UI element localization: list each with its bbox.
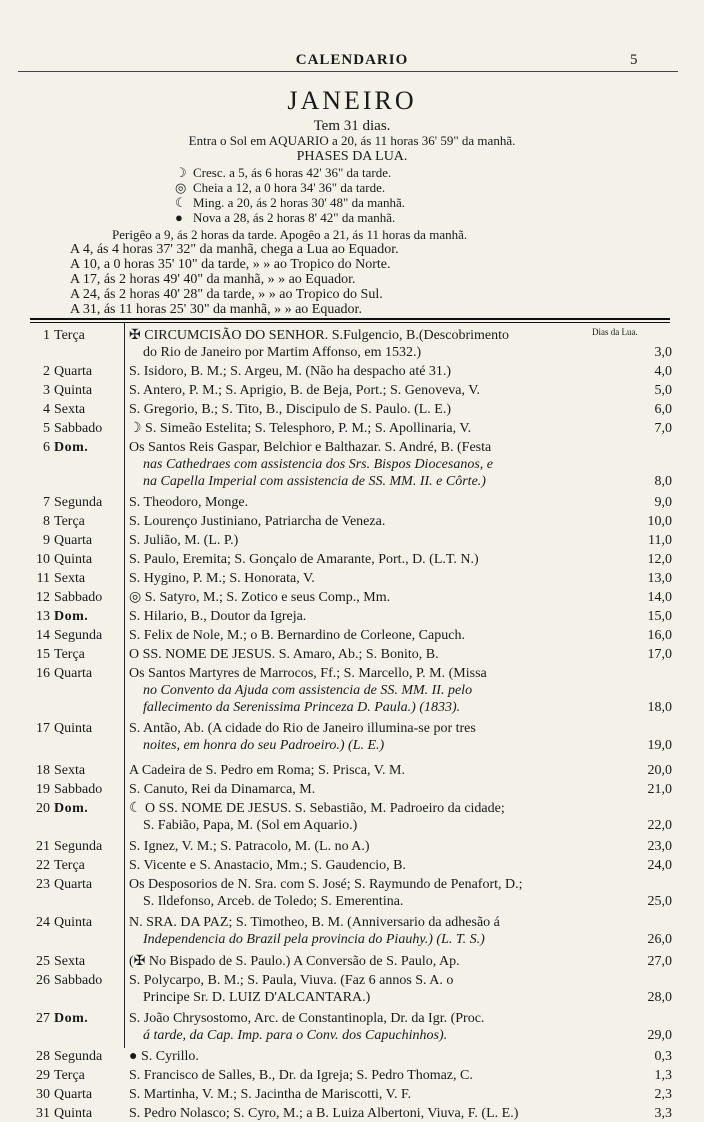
day-description — [129, 420, 639, 437]
day-number: 31 — [36, 1106, 50, 1121]
day-description — [129, 876, 639, 910]
day-description — [129, 914, 639, 948]
description-line: ☾ O SS. NOME DE JESUS. S. Sebastião, M. Padroeiro da cidade; — [129, 801, 505, 816]
description-line: A Cadeira de S. Pedro em Roma; S. Prisca, V. M. — [129, 763, 405, 778]
day-number: 9 — [43, 533, 50, 548]
day-description — [129, 363, 639, 380]
moon-phase-last-quarter — [175, 195, 405, 211]
description-line: nas Cathedraes com assistencia dos Srs. Bispos Diocesanos, e — [143, 457, 493, 472]
description-line: S. Fabião, Papa, M. (Sol em Aquario.) — [143, 818, 358, 833]
description-line: S. Lourenço Justiniano, Patriarcha de Veneza. — [129, 514, 386, 529]
day-number: 29 — [36, 1068, 50, 1083]
moon-phase-text: Cheia a 12, a 0 hora 34' 36" da tarde. — [193, 180, 386, 195]
day-number: 4 — [43, 402, 50, 417]
day-number: 23 — [36, 877, 50, 892]
moon-age: 13,0 — [647, 571, 672, 586]
day-number: 12 — [36, 590, 50, 605]
moon-age: 19,0 — [647, 738, 672, 753]
day-number: 5 — [43, 421, 50, 436]
description-line: S. Ignez, V. M.; S. Patracolo, M. (L. no A.) — [129, 839, 370, 854]
day-description — [129, 513, 639, 530]
weekday-name: Quarta — [54, 666, 93, 681]
moon-age: 24,0 — [647, 858, 672, 873]
description-line: S. Felix de Nole, M.; o B. Bernardino de Corleone, Capuch. — [129, 628, 465, 643]
description-line: N. SRA. DA PAZ; S. Timotheo, B. M. (Anniversario da adhesão á — [129, 915, 500, 930]
weekday-name: Sexta — [54, 954, 86, 969]
day-number: 3 — [43, 383, 50, 398]
moon-phases-heading: PHASES DA LUA. — [296, 149, 408, 164]
moon-age: 1,3 — [654, 1068, 672, 1083]
moon-age: 3,3 — [654, 1106, 672, 1121]
moon-age: 6,0 — [654, 402, 672, 417]
table-top-rule-thin — [30, 322, 670, 323]
description-line: Independencia do Brazil pela provincia do Piauhy.) (L. T. S.) — [143, 932, 485, 947]
moon-age: 26,0 — [647, 932, 672, 947]
weekday-name: Dom. — [54, 801, 89, 816]
description-line: ● S. Cyrillo. — [129, 1049, 199, 1064]
weekday-name: Segunda — [54, 839, 103, 854]
last-quarter-moon-icon: ☾ — [175, 195, 187, 210]
description-line: na Capella Imperial com assistencia de SS. MM. II. e Côrte.) — [143, 474, 486, 489]
moon-age: 14,0 — [647, 590, 672, 605]
day-number: 6 — [43, 440, 50, 455]
day-number: 28 — [36, 1049, 50, 1064]
day-description — [129, 762, 639, 779]
day-description — [129, 551, 639, 568]
description-line: Os Santos Reis Gaspar, Belchior e Balthazar. S. André, B. (Festa — [129, 440, 492, 455]
description-line: S. Hygino, P. M.; S. Honorata, V. — [129, 571, 315, 586]
header-rule — [18, 71, 678, 72]
day-description — [129, 532, 639, 549]
moon-age: 22,0 — [647, 818, 672, 833]
month-days-count: Tem 31 dias. — [313, 118, 391, 134]
description-line: S. Isidoro, B. M.; S. Argeu, M. (Não ha despacho até 31.) — [129, 364, 452, 379]
weekday-name: Quarta — [54, 533, 93, 548]
day-description — [129, 627, 639, 644]
moon-age: 27,0 — [647, 954, 672, 969]
day-number: 27 — [36, 1011, 50, 1026]
weekday-name: Terça — [54, 328, 85, 343]
day-description — [129, 646, 639, 663]
day-description — [129, 838, 639, 855]
moon-age: 3,0 — [654, 345, 672, 360]
weekday-name: Terça — [54, 647, 85, 662]
day-number: 19 — [36, 782, 50, 797]
description-line: ☽ S. Simeão Estelita; S. Telesphoro, P. M.; S. Apollinaria, V. — [129, 421, 472, 436]
description-line: S. Vicente e S. Anastacio, Mm.; S. Gaudencio, B. — [129, 858, 406, 873]
day-number: 8 — [43, 514, 50, 529]
month-title: JANEIRO — [287, 86, 417, 115]
weekday-name: Sabbado — [54, 421, 103, 436]
description-line: S. Antero, P. M.; S. Aprigio, B. de Beja, Port.; S. Genoveva, V. — [129, 383, 481, 398]
moon-age: 4,0 — [654, 364, 672, 379]
weekday-name: Quinta — [54, 1106, 93, 1121]
moon-age: 11,0 — [648, 533, 672, 548]
description-line: S. Paulo, Eremita; S. Gonçalo de Amarante, Port., D. (L.T. N.) — [129, 552, 479, 567]
description-line: S. Julião, M. (L. P.) — [129, 533, 239, 548]
weekday-name: Quinta — [54, 915, 93, 930]
table-top-rule — [30, 318, 670, 320]
weekday-name: Segunda — [54, 628, 103, 643]
day-description — [129, 589, 639, 606]
weekday-name: Sexta — [54, 763, 86, 778]
day-number: 25 — [36, 954, 50, 969]
description-line: S. Canuto, Rei da Dinamarca, M. — [129, 782, 316, 797]
description-line: á tarde, da Cap. Imp. para o Conv. dos Capuchinhos). — [143, 1028, 448, 1043]
description-line: S. Martinha, V. M.; S. Jacintha de Mariscotti, V. F. — [129, 1087, 412, 1102]
description-line: (✠ No Bispado de S. Paulo.) A Conversão de S. Paulo, Ap. — [129, 954, 460, 969]
moon-age: 12,0 — [647, 552, 672, 567]
sun-entry-note: Entra o Sol em AQUARIO a 20, ás 11 horas 36' 59" da manhã. — [188, 133, 516, 148]
weekday-name: Segunda — [54, 1049, 103, 1064]
day-number: 7 — [43, 495, 50, 510]
description-line: S. Pedro Nolasco; S. Cyro, M.; a B. Luiza Albertoni, Viuva, F. (L. E.) — [129, 1106, 519, 1121]
lunar-event: A 31, ás 11 horas 25' 30" da manhã, » » ao Equador. — [70, 302, 362, 317]
day-number: 1 — [43, 328, 50, 343]
moon-phase-full — [175, 180, 385, 196]
description-line: Os Santos Martyres de Marrocos, Ff.; S. Marcello, P. M. (Missa — [129, 666, 487, 681]
description-line: S. Theodoro, Monge. — [129, 495, 249, 510]
moon-age: 7,0 — [654, 421, 672, 436]
weekday-name: Dom. — [54, 1011, 89, 1026]
day-number: 18 — [36, 763, 50, 778]
moon-age: 0,3 — [654, 1049, 672, 1064]
moon-age: 18,0 — [647, 700, 672, 715]
moon-phase-first-quarter — [175, 165, 391, 181]
page-number: 5 — [630, 52, 638, 68]
description-line: S. Antão, Ab. (A cidade do Rio de Janeiro illumina-se por tres — [129, 721, 476, 736]
day-number: 20 — [36, 801, 50, 816]
moon-age: 28,0 — [647, 990, 672, 1005]
moon-age: 2,3 — [654, 1087, 672, 1102]
day-number: 2 — [43, 364, 50, 379]
weekday-name: Quinta — [54, 383, 93, 398]
weekday-name: Sexta — [54, 402, 86, 417]
moon-phase-text: Ming. a 20, ás 2 horas 30' 48" da manhã. — [193, 195, 405, 210]
day-description — [129, 972, 639, 1006]
lunar-event: A 24, ás 2 horas 40' 28" da tarde, » » ao Tropico do Sul. — [70, 287, 383, 302]
day-description — [129, 1105, 639, 1122]
weekday-name: Quinta — [54, 552, 93, 567]
description-line: S. Francisco de Salles, B., Dr. da Igreja; S. Pedro Thomaz, C. — [129, 1068, 473, 1083]
description-line: S. Ildefonso, Arceb. de Toledo; S. Emerentina. — [143, 894, 404, 909]
day-description — [129, 665, 639, 716]
moon-phase-text: Nova a 28, ás 2 horas 8' 42" da manhã. — [193, 210, 396, 225]
column-separator — [124, 323, 125, 1048]
description-line: S. João Chrysostomo, Arc. de Constantinopla, Dr. da Igr. (Proc. — [129, 1011, 485, 1026]
day-description — [129, 953, 639, 970]
description-line: S. Polycarpo, B. M.; S. Paula, Viuva. (Faz 6 annos S. A. o — [129, 973, 454, 988]
weekday-name: Quarta — [54, 1087, 93, 1102]
weekday-name: Dom. — [54, 440, 89, 455]
weekday-name: Quinta — [54, 721, 93, 736]
weekday-name: Dom. — [54, 609, 89, 624]
description-line: noites, em honra do seu Padroeiro.) (L. E.) — [143, 738, 385, 753]
weekday-name: Sabbado — [54, 973, 103, 988]
description-line: fallecimento da Serenissima Princeza D. Paula.) (1833). — [143, 700, 461, 715]
day-description — [129, 382, 639, 399]
day-number: 22 — [36, 858, 50, 873]
weekday-name: Sexta — [54, 571, 86, 586]
day-number: 15 — [36, 647, 50, 662]
day-description — [129, 439, 639, 490]
moon-phase-text: Cresc. a 5, ás 6 horas 42' 36" da tarde. — [193, 165, 392, 180]
new-moon-icon: ● — [175, 210, 183, 225]
moon-age: 8,0 — [654, 474, 672, 489]
weekday-name: Quarta — [54, 877, 93, 892]
weekday-name: Terça — [54, 514, 85, 529]
day-description — [129, 857, 639, 874]
day-description — [129, 1010, 639, 1044]
perigee-apogee-note: Perigêo a 9, ás 2 horas da tarde. Apogêo a 21, ás 11 horas da manhã. — [112, 227, 468, 242]
day-number: 30 — [36, 1087, 50, 1102]
description-line: O SS. NOME DE JESUS. S. Amaro, Ab.; S. Bonito, B. — [129, 647, 439, 662]
description-line: do Rio de Janeiro por Martim Affonso, em 1532.) — [143, 345, 422, 360]
weekday-name: Terça — [54, 1068, 85, 1083]
day-number: 17 — [36, 721, 50, 736]
description-line: Principe Sr. D. LUIZ D'ALCANTARA.) — [143, 990, 371, 1005]
day-description — [129, 720, 639, 754]
day-number: 10 — [36, 552, 50, 567]
moon-age: 23,0 — [647, 839, 672, 854]
moon-age-column-header: Dias da Lua. — [592, 327, 638, 337]
moon-age: 20,0 — [647, 763, 672, 778]
weekday-name: Sabbado — [54, 782, 103, 797]
day-number: 16 — [36, 666, 50, 681]
weekday-name: Quarta — [54, 364, 93, 379]
day-description — [129, 570, 639, 587]
first-quarter-moon-icon: ☽ — [175, 165, 187, 180]
moon-age: 5,0 — [654, 383, 672, 398]
description-line: no Convento da Ajuda com assistencia de SS. MM. II. pelo — [143, 683, 473, 698]
day-description — [129, 608, 639, 625]
day-description — [129, 494, 639, 511]
moon-age: 29,0 — [647, 1028, 672, 1043]
day-number: 26 — [36, 973, 50, 988]
day-description — [129, 401, 639, 418]
lunar-event: A 17, ás 2 horas 49' 40" da manhã, » » ao Equador. — [70, 272, 356, 287]
weekday-name: Segunda — [54, 495, 103, 510]
lunar-event: A 10, a 0 horas 35' 10" da tarde, » » ao Tropico do Norte. — [70, 257, 391, 272]
moon-age: 21,0 — [647, 782, 672, 797]
description-line: ✠ CIRCUMCISÃO DO SENHOR. S.Fulgencio, B.(Descobrimento — [129, 328, 510, 343]
day-description — [129, 800, 639, 834]
weekday-name: Sabbado — [54, 590, 103, 605]
day-number: 24 — [36, 915, 50, 930]
moon-age: 25,0 — [647, 894, 672, 909]
description-line: S. Hilario, B., Doutor da Igreja. — [129, 609, 307, 624]
moon-age: 9,0 — [654, 495, 672, 510]
lunar-event: A 4, ás 4 horas 37' 32" da manhã, chega a Lua ao Equador. — [70, 242, 399, 257]
day-description — [129, 1067, 639, 1084]
moon-age: 17,0 — [647, 647, 672, 662]
description-line: S. Gregorio, B.; S. Tito, B., Discipulo de S. Paulo. (L. E.) — [129, 402, 452, 417]
moon-age: 10,0 — [647, 514, 672, 529]
day-number: 11 — [36, 571, 50, 586]
moon-age: 16,0 — [647, 628, 672, 643]
day-description — [129, 781, 639, 798]
weekday-name: Terça — [54, 858, 85, 873]
day-description — [129, 327, 639, 361]
day-description — [129, 1086, 639, 1103]
day-description — [129, 1048, 639, 1065]
full-moon-icon: ◎ — [175, 180, 187, 195]
day-number: 13 — [36, 609, 50, 624]
moon-phase-new — [175, 210, 395, 226]
running-title: CALENDARIO — [295, 52, 409, 68]
description-line: ◎ S. Satyro, M.; S. Zotico e seus Comp., Mm. — [129, 590, 391, 605]
day-number: 21 — [36, 839, 50, 854]
day-number: 14 — [36, 628, 50, 643]
moon-age: 15,0 — [647, 609, 672, 624]
description-line: Os Desposorios de N. Sra. com S. José; S. Raymundo de Penafort, D.; — [129, 877, 523, 892]
